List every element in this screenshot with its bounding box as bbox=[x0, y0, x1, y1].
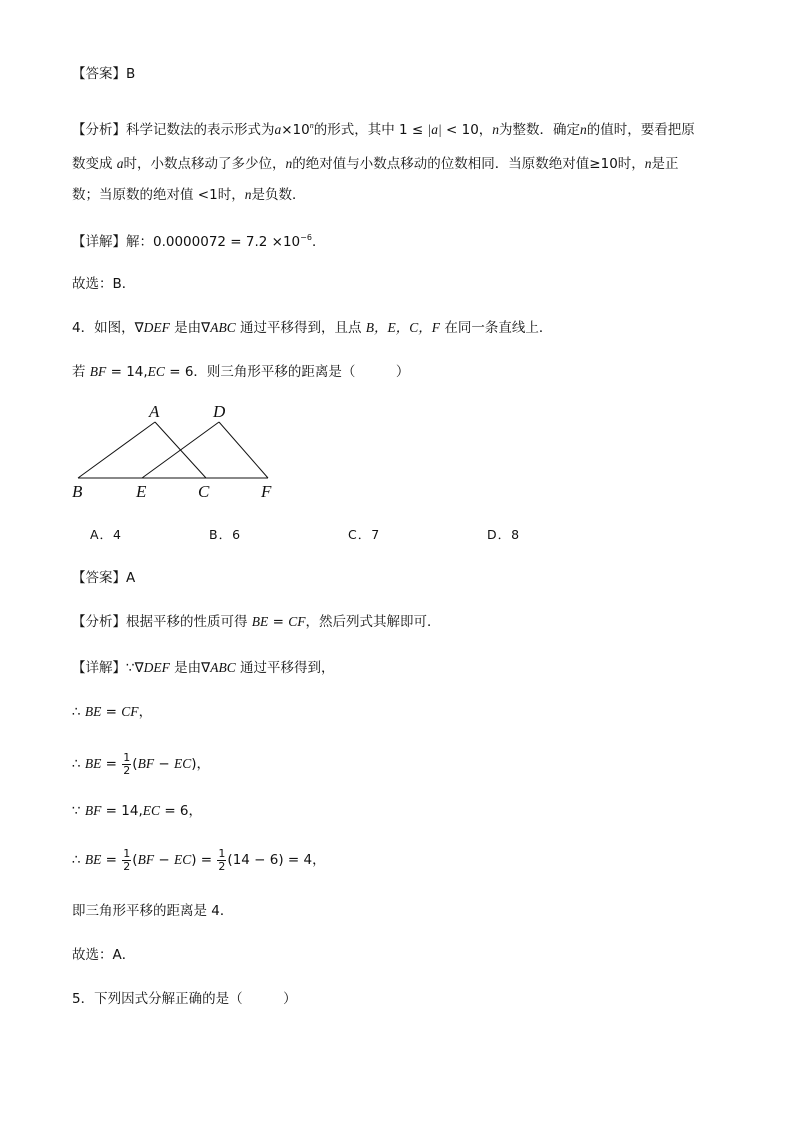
q4-given bbox=[72, 362, 409, 382]
segment-ed bbox=[142, 422, 219, 478]
text: 通过平移得到， bbox=[235, 660, 335, 676]
math-exp: −6 bbox=[300, 233, 312, 242]
text: 时，小数点移动了多少位， bbox=[123, 156, 286, 172]
frac-den: 2 bbox=[123, 859, 131, 873]
math-var: EC bbox=[147, 364, 165, 379]
math-text: = 6， bbox=[160, 803, 203, 819]
math-exp: n bbox=[309, 121, 314, 130]
text: 根据平移的性质可得 bbox=[126, 614, 252, 630]
math-var: EC bbox=[142, 803, 161, 818]
text: 4．如图，∇ bbox=[72, 320, 144, 336]
analysis-tag: 【分析】 bbox=[72, 614, 126, 630]
math-var: BE bbox=[84, 704, 102, 719]
analysis-tag: 【分析】 bbox=[72, 122, 126, 138]
text: 通过平移得到，且点 bbox=[235, 320, 366, 336]
math-var: EC bbox=[173, 756, 192, 771]
text: 为整数．确定 bbox=[499, 122, 581, 138]
option-d: D．8 bbox=[487, 527, 521, 542]
label-e: E bbox=[136, 482, 147, 501]
label-b: B bbox=[72, 482, 83, 501]
detail-tag: 【详解】 bbox=[72, 660, 126, 676]
text: 的绝对值与小数点移动的位数相同．当原数绝对值≥10时， bbox=[292, 156, 645, 172]
option-b: B．6 bbox=[209, 527, 242, 542]
q4-eq-3 bbox=[72, 801, 202, 821]
math-var: EC bbox=[173, 852, 192, 867]
math-var: a bbox=[116, 156, 124, 171]
text: 科学记数法的表示形式为 bbox=[126, 122, 275, 138]
text: < 10， bbox=[441, 122, 493, 138]
text: 是负数． bbox=[251, 187, 306, 203]
option-a: A．4 bbox=[90, 527, 123, 542]
option-c: C．7 bbox=[348, 527, 381, 542]
q5-stem: 5．下列因式分解正确的是（ ） bbox=[72, 991, 297, 1007]
frac-den: 2 bbox=[123, 763, 131, 777]
math-text: (14 bbox=[227, 852, 250, 868]
math-var: CF bbox=[288, 614, 306, 629]
math-text: = 14, bbox=[106, 364, 148, 380]
text: ， bbox=[196, 756, 211, 772]
text: = 6．则三角形平移的距离是（ ） bbox=[164, 364, 410, 380]
q4-eq-4: ∴ BE = $\frac{1}{2}$ (BF − EC) = $\frac{1}{2}$ (14 − 6) = 4， bbox=[72, 846, 326, 873]
q3-analysis-line-1 bbox=[72, 116, 695, 140]
text: 的形式，其中 1 ≤ bbox=[313, 122, 428, 138]
frac-num: 1 bbox=[123, 750, 131, 764]
math-var: BF bbox=[137, 756, 155, 771]
math-var: BF bbox=[89, 364, 107, 379]
therefore-symbol: ∴ bbox=[72, 756, 81, 772]
text: 是由∇ bbox=[169, 660, 211, 676]
math-var: CF bbox=[121, 704, 139, 719]
math-text: 解：0.0000072 = 7.2 ×10 bbox=[126, 234, 301, 250]
text: ∇ bbox=[134, 660, 144, 676]
text: ，然后列式其解即可． bbox=[305, 614, 441, 630]
math-var: n bbox=[285, 156, 293, 171]
text: 在同一条直线上． bbox=[440, 320, 553, 336]
detail-tag: 【详解】 bbox=[72, 234, 126, 250]
text: ， bbox=[138, 704, 153, 720]
math-text: ×10 bbox=[281, 122, 310, 138]
because-symbol: ∵ bbox=[72, 803, 81, 819]
math-var: B，E，C，F bbox=[365, 320, 441, 335]
text: 若 bbox=[72, 364, 90, 380]
frac-den: 2 bbox=[218, 859, 226, 873]
math-abs: |a| bbox=[427, 122, 442, 137]
fraction-half bbox=[122, 752, 131, 777]
math-var: BF bbox=[84, 803, 102, 818]
math-var: n bbox=[644, 156, 652, 171]
frac-num: 1 bbox=[218, 846, 226, 860]
q4-answer: 【答案】A bbox=[72, 570, 136, 586]
label-c: C bbox=[198, 482, 210, 501]
q4-detail-line-1 bbox=[72, 658, 335, 678]
math-var: BE bbox=[84, 852, 102, 867]
q4-stem bbox=[72, 318, 552, 338]
q4-analysis: 【分析】根据平移的性质可得 BE = CF，然后列式其解即可． bbox=[72, 614, 441, 630]
frac-num: 1 bbox=[123, 846, 131, 860]
q3-analysis-line-3 bbox=[72, 185, 305, 205]
q3-choose: 故选：B． bbox=[72, 276, 136, 292]
q4-eq-2: ∴ BE = $\frac{1}{2}$ (BF − EC)， bbox=[72, 750, 211, 777]
q4-choose: 故选：A． bbox=[72, 947, 136, 963]
therefore-symbol: ∴ bbox=[72, 704, 81, 720]
q3-analysis-line-2 bbox=[72, 154, 679, 174]
math-var: n bbox=[244, 187, 252, 202]
q4-conclusion: 即三角形平移的距离是 4． bbox=[72, 903, 234, 919]
fraction-half bbox=[122, 848, 131, 873]
because-symbol: ∵ bbox=[126, 660, 135, 676]
label-d: D bbox=[213, 402, 226, 421]
q3-detail bbox=[72, 228, 325, 252]
text: 是由∇ bbox=[169, 320, 211, 336]
math-var: DEF bbox=[143, 660, 170, 675]
q4-eq-1: ∴ BE = CF， bbox=[72, 704, 153, 720]
text: ． bbox=[311, 234, 326, 250]
segment-ba bbox=[78, 422, 155, 478]
math-var: BE bbox=[251, 614, 269, 629]
math-var: n bbox=[492, 122, 500, 137]
label-f: F bbox=[261, 482, 272, 501]
fraction-half bbox=[217, 848, 226, 873]
text: 的值时，要看把原 bbox=[586, 122, 695, 138]
label-a: A bbox=[149, 402, 160, 421]
math-var: BE bbox=[84, 756, 102, 771]
text: 数；当原数的绝对值 <1时， bbox=[72, 187, 245, 203]
math-var: a bbox=[274, 122, 282, 137]
text: 数变成 bbox=[72, 156, 117, 172]
therefore-symbol: ∴ bbox=[72, 852, 81, 868]
math-var: ABC bbox=[210, 320, 236, 335]
translation-figure bbox=[60, 398, 290, 508]
q3-answer: 【答案】B bbox=[72, 66, 136, 82]
math-text: − 6) = 4， bbox=[249, 852, 326, 868]
segment-df bbox=[219, 422, 268, 478]
text: 是正 bbox=[651, 156, 679, 172]
math-text: = 14, bbox=[101, 803, 143, 819]
math-var: n bbox=[580, 122, 587, 137]
math-var: ABC bbox=[210, 660, 236, 675]
math-var: BF bbox=[137, 852, 155, 867]
math-var: DEF bbox=[143, 320, 170, 335]
